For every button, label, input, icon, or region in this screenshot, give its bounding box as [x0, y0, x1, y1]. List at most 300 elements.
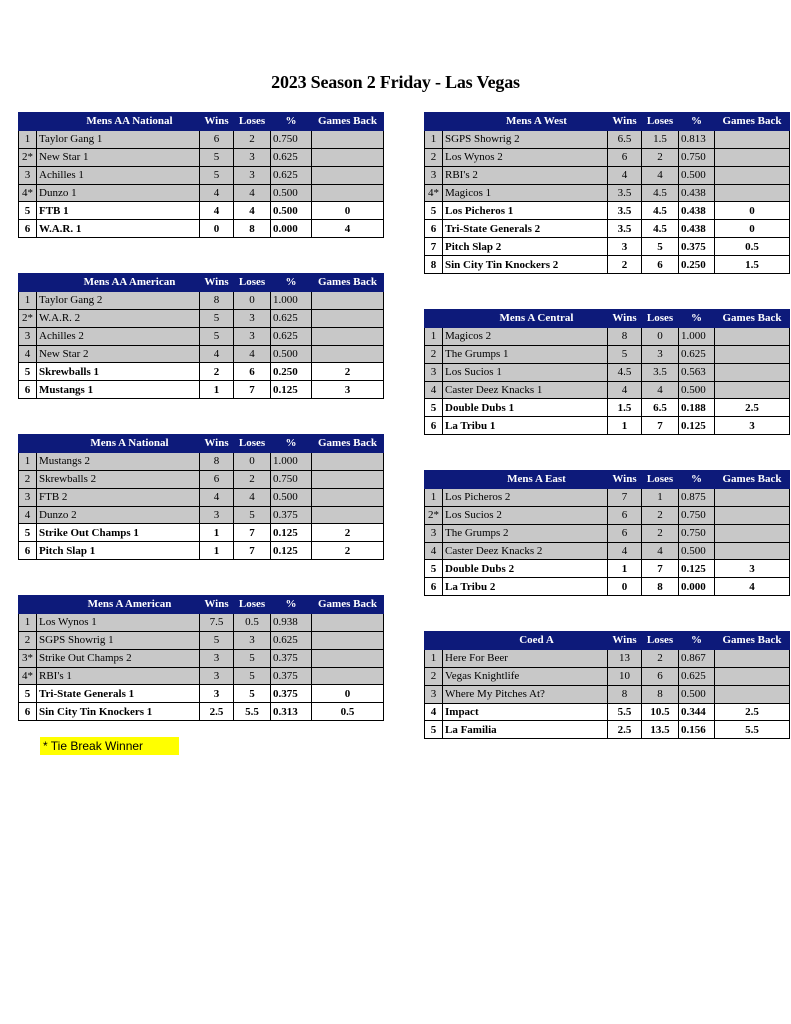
pct-cell: 0.625	[679, 667, 715, 685]
games-back-cell	[715, 130, 790, 148]
team-name-cell: Magicos 1	[443, 184, 608, 202]
loses-cell: 0	[234, 291, 271, 309]
team-name-cell: RBI's 1	[37, 667, 200, 685]
loses-cell: 8	[234, 220, 271, 238]
games-back-header: Games Back	[312, 113, 384, 131]
pct-cell: 0.438	[679, 202, 715, 220]
rank-cell: 2	[19, 631, 37, 649]
pct-cell: 0.125	[271, 542, 312, 560]
rank-cell: 5	[19, 524, 37, 542]
rank-cell: 8	[425, 256, 443, 274]
rank-cell: 4	[425, 381, 443, 399]
team-name-cell: Los Wynos 2	[443, 148, 608, 166]
games-back-cell	[715, 488, 790, 506]
team-row	[19, 202, 384, 220]
games-back-cell	[715, 345, 790, 363]
team-row	[19, 381, 384, 399]
team-row	[19, 220, 384, 238]
team-row	[19, 488, 384, 506]
rank-cell: 6	[425, 220, 443, 238]
division-name: Mens AA American	[60, 274, 200, 292]
games-back-cell: 2.5	[715, 399, 790, 417]
team-row	[19, 667, 384, 685]
pct-cell: 1.000	[271, 452, 312, 470]
pct-cell: 0.000	[679, 578, 715, 596]
pct-cell: 1.000	[679, 327, 715, 345]
rank-cell: 1	[425, 488, 443, 506]
loses-cell: 5	[234, 649, 271, 667]
pct-cell: 0.500	[679, 166, 715, 184]
wins-cell: 4	[608, 381, 642, 399]
pct-cell: 0.500	[679, 685, 715, 703]
team-row	[19, 470, 384, 488]
wins-cell: 1	[200, 381, 234, 399]
team-row	[425, 560, 790, 578]
team-name-cell: Mustangs 2	[37, 452, 200, 470]
pct-cell: 0.125	[679, 417, 715, 435]
games-back-cell: 0.5	[312, 703, 384, 721]
team-name-cell: Taylor Gang 2	[37, 291, 200, 309]
wins-header: Wins	[608, 113, 642, 131]
team-name-cell: Los Sucios 1	[443, 363, 608, 381]
rank-cell: 3	[425, 685, 443, 703]
loses-cell: 5	[234, 667, 271, 685]
team-name-cell: Sin City Tin Knockers 2	[443, 256, 608, 274]
wins-cell: 5	[200, 166, 234, 184]
loses-header: Loses	[642, 310, 679, 328]
team-row	[19, 649, 384, 667]
rank-cell: 1	[19, 613, 37, 631]
wins-cell: 3.5	[608, 220, 642, 238]
rank-cell: 2*	[19, 309, 37, 327]
team-row	[425, 327, 790, 345]
loses-header: Loses	[234, 274, 271, 292]
games-back-cell	[715, 667, 790, 685]
standings-table	[18, 434, 384, 560]
loses-cell: 0.5	[234, 613, 271, 631]
team-row	[19, 631, 384, 649]
loses-cell: 6.5	[642, 399, 679, 417]
loses-cell: 2	[642, 506, 679, 524]
team-name-cell: Tri-State Generals 2	[443, 220, 608, 238]
games-back-cell	[715, 363, 790, 381]
rank-cell: 2*	[425, 506, 443, 524]
team-name-cell: The Grumps 1	[443, 345, 608, 363]
pct-cell: 0.500	[271, 202, 312, 220]
rank-cell: 1	[425, 327, 443, 345]
pct-cell: 1.000	[271, 291, 312, 309]
pct-cell: 0.375	[271, 667, 312, 685]
team-row	[425, 649, 790, 667]
team-row	[425, 345, 790, 363]
rank-cell: 3	[19, 327, 37, 345]
pct-cell: 0.750	[679, 506, 715, 524]
team-name-cell: Mustangs 1	[37, 381, 200, 399]
team-name-cell: W.A.R. 2	[37, 309, 200, 327]
standings-table	[18, 273, 384, 399]
games-back-cell	[312, 452, 384, 470]
wins-cell: 5	[200, 327, 234, 345]
pct-cell: 0.438	[679, 184, 715, 202]
team-row	[19, 524, 384, 542]
header-spacer	[19, 274, 60, 292]
loses-cell: 1	[642, 488, 679, 506]
rank-cell: 6	[19, 381, 37, 399]
tie-break-legend: * Tie Break Winner	[40, 737, 179, 755]
loses-header: Loses	[234, 435, 271, 453]
pct-header: %	[271, 113, 312, 131]
games-back-cell: 0	[312, 202, 384, 220]
team-name-cell: Strike Out Champs 1	[37, 524, 200, 542]
rank-cell: 3	[425, 166, 443, 184]
page-title: 2023 Season 2 Friday - Las Vegas	[271, 72, 520, 92]
team-name-cell: Strike Out Champs 2	[37, 649, 200, 667]
pct-header: %	[679, 632, 715, 650]
games-back-cell	[715, 148, 790, 166]
loses-cell: 8	[642, 685, 679, 703]
pct-header: %	[679, 113, 715, 131]
division-name: Mens A National	[60, 435, 200, 453]
loses-header: Loses	[234, 596, 271, 614]
games-back-cell	[312, 327, 384, 345]
wins-cell: 0	[200, 220, 234, 238]
loses-cell: 2	[642, 148, 679, 166]
wins-cell: 6	[608, 524, 642, 542]
team-name-cell: Caster Deez Knacks 2	[443, 542, 608, 560]
wins-cell: 5.5	[608, 703, 642, 721]
loses-cell: 3	[642, 345, 679, 363]
loses-cell: 4	[642, 166, 679, 184]
rank-cell: 1	[19, 130, 37, 148]
loses-cell: 2	[234, 470, 271, 488]
division-name: Mens A East	[466, 471, 608, 489]
rank-cell: 2	[425, 667, 443, 685]
rank-cell: 5	[425, 202, 443, 220]
rank-cell: 4*	[19, 667, 37, 685]
loses-cell: 3	[234, 309, 271, 327]
team-row	[19, 542, 384, 560]
team-row	[19, 345, 384, 363]
division-name: Mens A American	[60, 596, 200, 614]
games-back-header: Games Back	[312, 435, 384, 453]
wins-cell: 2.5	[608, 721, 642, 739]
team-name-cell: Where My Pitches At?	[443, 685, 608, 703]
wins-cell: 4	[200, 202, 234, 220]
games-back-cell	[312, 649, 384, 667]
wins-cell: 4	[200, 184, 234, 202]
rank-cell: 2	[19, 470, 37, 488]
team-row	[425, 685, 790, 703]
rank-cell: 3	[425, 363, 443, 381]
team-row	[19, 452, 384, 470]
games-back-cell	[715, 327, 790, 345]
wins-cell: 8	[200, 291, 234, 309]
pct-header: %	[679, 471, 715, 489]
division-name: Coed A	[466, 632, 608, 650]
team-row	[425, 667, 790, 685]
pct-cell: 0.313	[271, 703, 312, 721]
loses-cell: 10.5	[642, 703, 679, 721]
games-back-cell	[312, 667, 384, 685]
wins-cell: 3	[200, 667, 234, 685]
games-back-cell: 3	[715, 560, 790, 578]
rank-cell: 3*	[19, 649, 37, 667]
rank-cell: 1	[19, 452, 37, 470]
pct-cell: 0.375	[271, 649, 312, 667]
team-name-cell: Impact	[443, 703, 608, 721]
pct-cell: 0.188	[679, 399, 715, 417]
team-name-cell: Los Wynos 1	[37, 613, 200, 631]
rank-cell: 5	[425, 560, 443, 578]
games-back-cell	[312, 613, 384, 631]
header-spacer	[19, 113, 60, 131]
wins-cell: 3.5	[608, 184, 642, 202]
games-back-cell	[312, 309, 384, 327]
wins-header: Wins	[200, 596, 234, 614]
pct-cell: 0.563	[679, 363, 715, 381]
team-row	[425, 703, 790, 721]
wins-header: Wins	[200, 274, 234, 292]
wins-cell: 8	[200, 452, 234, 470]
wins-header: Wins	[200, 435, 234, 453]
team-name-cell: Dunzo 2	[37, 506, 200, 524]
team-name-cell: The Grumps 2	[443, 524, 608, 542]
games-back-cell	[312, 631, 384, 649]
pct-cell: 0.375	[271, 685, 312, 703]
pct-cell: 0.500	[679, 381, 715, 399]
rank-cell: 5	[425, 399, 443, 417]
games-back-cell: 0	[715, 202, 790, 220]
rank-cell: 2	[425, 148, 443, 166]
pct-cell: 0.625	[679, 345, 715, 363]
pct-cell: 0.938	[271, 613, 312, 631]
team-row	[19, 130, 384, 148]
pct-cell: 0.250	[679, 256, 715, 274]
games-back-cell	[312, 166, 384, 184]
loses-cell: 7	[642, 560, 679, 578]
division-name: Mens AA National	[60, 113, 200, 131]
team-name-cell: Los Sucios 2	[443, 506, 608, 524]
pct-cell: 0.625	[271, 327, 312, 345]
wins-header: Wins	[200, 113, 234, 131]
pct-cell: 0.000	[271, 220, 312, 238]
wins-cell: 4	[200, 345, 234, 363]
team-name-cell: Los Picheros 1	[443, 202, 608, 220]
team-row	[19, 309, 384, 327]
wins-cell: 3	[200, 685, 234, 703]
team-row	[19, 613, 384, 631]
wins-cell: 3	[200, 649, 234, 667]
team-name-cell: Pitch Slap 1	[37, 542, 200, 560]
wins-cell: 13	[608, 649, 642, 667]
pct-cell: 0.875	[679, 488, 715, 506]
games-back-cell: 2.5	[715, 703, 790, 721]
team-name-cell: Skrewballs 2	[37, 470, 200, 488]
pct-header: %	[271, 435, 312, 453]
pct-cell: 0.750	[679, 148, 715, 166]
pct-cell: 0.500	[271, 345, 312, 363]
loses-cell: 4.5	[642, 220, 679, 238]
header-spacer	[19, 596, 60, 614]
pct-cell: 0.625	[271, 309, 312, 327]
pct-cell: 0.125	[271, 524, 312, 542]
wins-cell: 4	[608, 542, 642, 560]
pct-header: %	[271, 274, 312, 292]
team-name-cell: SGPS Showrig 2	[443, 130, 608, 148]
games-back-cell	[715, 685, 790, 703]
wins-cell: 0	[608, 578, 642, 596]
team-name-cell: FTB 2	[37, 488, 200, 506]
wins-cell: 6	[200, 470, 234, 488]
standings-table	[18, 595, 384, 721]
pct-cell: 0.375	[679, 238, 715, 256]
pct-cell: 0.375	[271, 506, 312, 524]
games-back-cell: 0	[312, 685, 384, 703]
team-row	[425, 542, 790, 560]
team-name-cell: Double Dubs 1	[443, 399, 608, 417]
wins-cell: 4.5	[608, 363, 642, 381]
games-back-cell: 4	[715, 578, 790, 596]
games-back-cell	[715, 381, 790, 399]
games-back-header: Games Back	[715, 113, 790, 131]
games-back-header: Games Back	[715, 471, 790, 489]
games-back-cell	[312, 488, 384, 506]
rank-cell: 6	[425, 417, 443, 435]
rank-cell: 1	[19, 291, 37, 309]
games-back-cell	[715, 184, 790, 202]
pct-cell: 0.750	[679, 524, 715, 542]
games-back-cell: 5.5	[715, 721, 790, 739]
header-spacer	[19, 435, 60, 453]
loses-cell: 7	[642, 417, 679, 435]
wins-cell: 1	[200, 542, 234, 560]
team-row	[425, 238, 790, 256]
loses-header: Loses	[642, 471, 679, 489]
wins-cell: 2	[200, 363, 234, 381]
pct-cell: 0.750	[271, 470, 312, 488]
wins-cell: 1	[608, 417, 642, 435]
games-back-cell	[312, 130, 384, 148]
games-back-cell: 0	[715, 220, 790, 238]
team-name-cell: Skrewballs 1	[37, 363, 200, 381]
rank-cell: 4*	[425, 184, 443, 202]
loses-cell: 5	[642, 238, 679, 256]
games-back-cell	[715, 166, 790, 184]
team-row	[19, 363, 384, 381]
rank-cell: 2	[425, 345, 443, 363]
pct-cell: 0.500	[679, 542, 715, 560]
loses-cell: 4	[642, 542, 679, 560]
rank-cell: 4	[425, 542, 443, 560]
rank-cell: 7	[425, 238, 443, 256]
loses-cell: 2	[642, 524, 679, 542]
team-row	[425, 166, 790, 184]
team-name-cell: RBI's 2	[443, 166, 608, 184]
wins-header: Wins	[608, 310, 642, 328]
team-name-cell: La Familia	[443, 721, 608, 739]
loses-cell: 7	[234, 524, 271, 542]
loses-header: Loses	[234, 113, 271, 131]
games-back-cell: 2	[312, 542, 384, 560]
team-row	[425, 256, 790, 274]
team-row	[19, 703, 384, 721]
games-back-header: Games Back	[715, 632, 790, 650]
team-name-cell: Dunzo 1	[37, 184, 200, 202]
division-name: Mens A West	[466, 113, 608, 131]
team-name-cell: Caster Deez Knacks 1	[443, 381, 608, 399]
loses-cell: 4	[642, 381, 679, 399]
team-row	[425, 202, 790, 220]
team-row	[19, 291, 384, 309]
team-row	[19, 166, 384, 184]
wins-cell: 3.5	[608, 202, 642, 220]
games-back-cell: 3	[715, 417, 790, 435]
games-back-cell: 1.5	[715, 256, 790, 274]
pct-cell: 0.867	[679, 649, 715, 667]
loses-cell: 4	[234, 488, 271, 506]
loses-cell: 4	[234, 184, 271, 202]
rank-cell: 6	[19, 220, 37, 238]
team-row	[425, 417, 790, 435]
rank-cell: 5	[19, 685, 37, 703]
rank-cell: 4	[425, 703, 443, 721]
loses-cell: 0	[642, 327, 679, 345]
team-row	[19, 184, 384, 202]
team-row	[19, 506, 384, 524]
team-name-cell: La Tribu 2	[443, 578, 608, 596]
team-row	[425, 184, 790, 202]
loses-cell: 7	[234, 381, 271, 399]
games-back-cell	[312, 148, 384, 166]
wins-cell: 3	[200, 506, 234, 524]
rank-cell: 1	[425, 649, 443, 667]
pct-cell: 0.156	[679, 721, 715, 739]
pct-cell: 0.813	[679, 130, 715, 148]
games-back-cell	[312, 506, 384, 524]
team-row	[425, 399, 790, 417]
loses-cell: 5.5	[234, 703, 271, 721]
games-back-cell: 2	[312, 363, 384, 381]
wins-cell: 10	[608, 667, 642, 685]
games-back-cell	[715, 649, 790, 667]
pct-cell: 0.750	[271, 130, 312, 148]
pct-cell: 0.125	[679, 560, 715, 578]
wins-cell: 7	[608, 488, 642, 506]
loses-cell: 3	[234, 166, 271, 184]
wins-header: Wins	[608, 632, 642, 650]
team-name-cell: SGPS Showrig 1	[37, 631, 200, 649]
team-name-cell: Pitch Slap 2	[443, 238, 608, 256]
team-row	[425, 130, 790, 148]
wins-cell: 8	[608, 685, 642, 703]
loses-cell: 6	[642, 256, 679, 274]
rank-cell: 6	[19, 703, 37, 721]
games-back-cell: 2	[312, 524, 384, 542]
team-name-cell: Magicos 2	[443, 327, 608, 345]
team-row	[425, 721, 790, 739]
rank-cell: 3	[425, 524, 443, 542]
rank-cell: 3	[19, 166, 37, 184]
team-row	[425, 578, 790, 596]
standings-table	[424, 631, 790, 739]
wins-cell: 8	[608, 327, 642, 345]
loses-header: Loses	[642, 113, 679, 131]
loses-cell: 4	[234, 202, 271, 220]
team-name-cell: Here For Beer	[443, 649, 608, 667]
team-name-cell: Achilles 2	[37, 327, 200, 345]
rank-cell: 2*	[19, 148, 37, 166]
wins-cell: 5	[200, 631, 234, 649]
